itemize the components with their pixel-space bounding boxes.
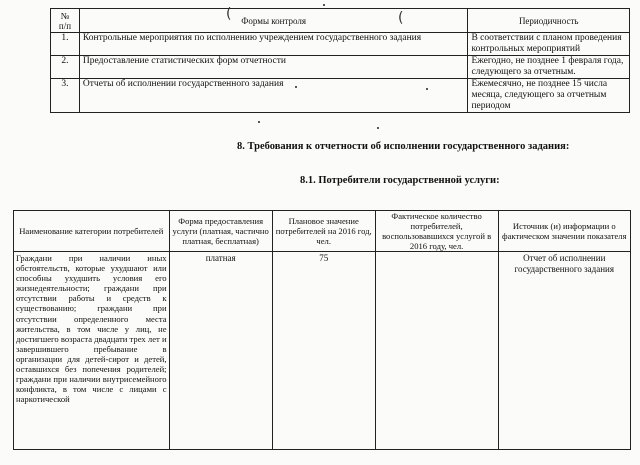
header-form: Формы контроля (79, 9, 468, 33)
row-num: 2. (51, 56, 80, 79)
header-num: № п/п (51, 9, 80, 33)
scan-dot (323, 4, 325, 6)
header-actual: Фактическое количество потребителей, воспользовавшихся услугой в 2016 году, чел. (375, 211, 498, 252)
cell-category: Граждани при наличии иных обстоятельств, которые ухудшают или способны ухудшить условия его жизнедеятельности; граждани при отсутствии работы и средств к существованию; граждани при отсутствии определенного места жительства, в том числе у лиц, не достигшего возраста двадцати трех лет и завершившего пребывание в организации для детей-сирот и детей, оставшихся без попечения родителей; граждани при наличии внутрисемейного конфликта, в том числе с лицами с наркотической (14, 252, 170, 450)
header-period: Периодичность (468, 9, 630, 33)
scan-dot (377, 127, 379, 129)
row-period: Ежемесячно, не позднее 15 числа месяца, следующего за отчетным периодом (468, 79, 630, 113)
scan-dot (258, 121, 260, 123)
cell-source: Отчет об исполнении государственного задания (498, 252, 630, 450)
row-form: Отчеты об исполнении государственного задания (79, 79, 468, 113)
control-forms-table (50, 8, 630, 113)
cell-service-form: платная (169, 252, 272, 450)
consumers-table (13, 210, 631, 450)
section-8-1-title: 8.1. Потребители государственной услуги: (300, 175, 500, 186)
header-planned: Плановое значение потребителей на 2016 год, чел. (272, 211, 375, 252)
row-num: 1. (51, 33, 80, 56)
row-form: Контрольные мероприятия по исполнению учреждением государственного задания (79, 33, 468, 56)
scan-dot (295, 86, 297, 88)
cell-planned: 75 (272, 252, 375, 450)
consumers-header-row (14, 211, 631, 252)
header-source: Источник (и) информации о фактическом значении показателя (498, 211, 630, 252)
cell-actual (375, 252, 498, 450)
header-category: Наименование категории потребителей (14, 211, 170, 252)
scan-dot (426, 88, 428, 90)
control-forms-header-row (51, 9, 630, 33)
table-row (14, 252, 631, 450)
row-period: Ежегодно, не позднее 1 февраля года, следующего за отчетным. (468, 56, 630, 79)
header-service-form: Форма предоставления услуги (платная, частично платная, бесплатная) (169, 211, 272, 252)
row-period: В соответствии с планом проведения контрольных мероприятий (468, 33, 630, 56)
row-form: Предоставление статистических форм отчетности (79, 56, 468, 79)
scan-mark: ( (398, 10, 404, 26)
table-row (51, 79, 630, 113)
table-row (51, 56, 630, 79)
row-num: 3. (51, 79, 80, 113)
section-8-title: 8. Требования к отчетности об исполнении государственного задания: (237, 141, 570, 152)
table-row (51, 33, 630, 56)
scan-mark: ( (226, 6, 232, 22)
